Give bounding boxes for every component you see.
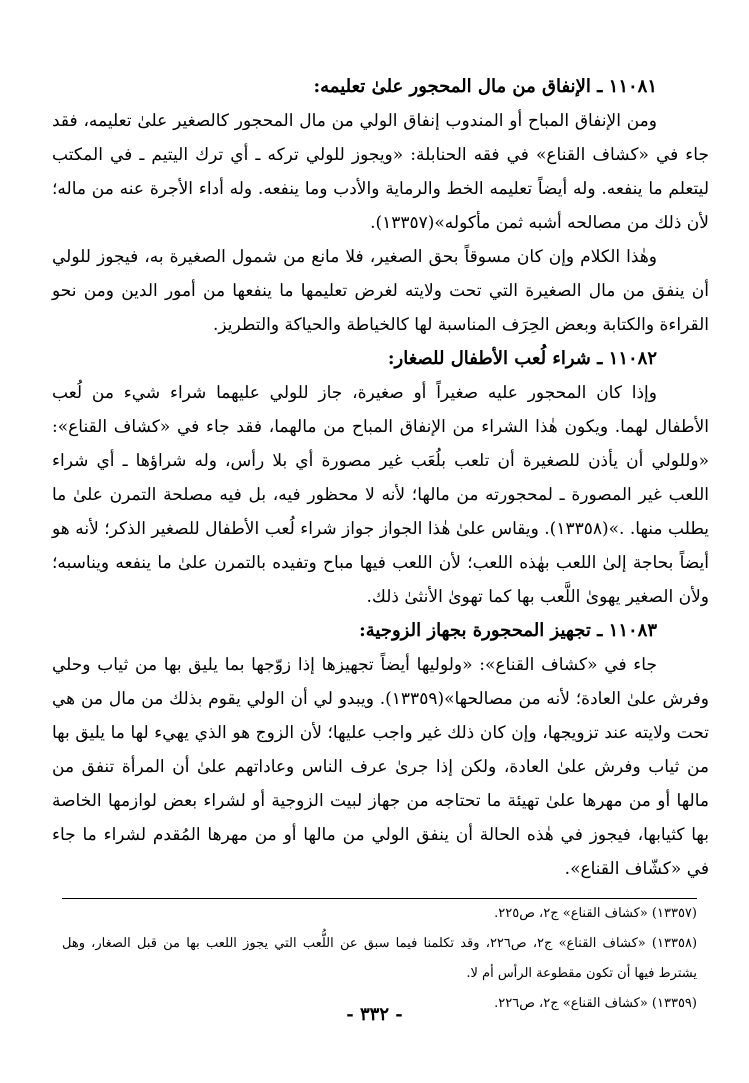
- section-heading-11081: ١١٠٨١ ـ الإنفاق من مال المحجور علىٰ تعليمه:: [313, 76, 657, 97]
- footnote-13358: (١٣٣٥٨) «كشاف القناع» ج٢، ص٢٢٦، وقد تكلمنا فيما سبق عن اللُّعب التي يجوز اللعب بها من قبل الصغار، وهل يشترط فيها أن تكون مقطوعة الرأس أم لا.: [62, 936, 698, 981]
- footnote-13359: (١٣٣٥٩) «كشاف القناع» ج٢، ص٢٢٦.: [494, 996, 697, 1011]
- section-heading-11082: ١١٠٨٢ ـ شراء لُعب الأطفال للصغار:: [387, 348, 657, 369]
- paragraph-11083-1: جاء في «كشاف القناع»: «ولوليها أيضاً تجهيزها إذا زوّجها بما يليق بها من ثياب وحلي وفرش علىٰ العادة؛ لأنه من مصالحها»(١٣٣٥٩). ويبدو لي أن الولي يقوم بذلك من مال من هي تحت ولايته عند تزويجها، وإن كان ذلك غير واجب عليها؛ لأن الزوج هو الذي يهيء لها ما يليق بها من ثياب وفرش علىٰ العادة، ولكن إذا جرىٰ عرف الناس وعاداتهم علىٰ أن المرأة تنفق من مالها أو من مهرها علىٰ تهيئة ما تحتاجه من جهاز لبيت الزوجية أو لشراء بعض لوازمها الخاصة بها كثيابها، فيجوز في هٰذه الحالة أن ينفق الولي من مالها أو من مهرها المُقدم لشراء ما جاء في «كشّاف القناع».: [52, 655, 709, 879]
- section-heading-11083: ١١٠٨٣ ـ تجهيز المحجورة بجهاز الزوجية:: [359, 620, 657, 641]
- page-number: - ٣٣٢ -: [346, 1004, 403, 1025]
- paragraph-11082-1: وإذا كان المحجور عليه صغيراً أو صغيرة، جاز للولي عليهما شراء شيء من لُعب الأطفال لهما. ويكون هٰذا الشراء من الإنفاق المباح من مالهما، فقد جاء في «كشاف القناع»: «وللولي أن يأذن للصغيرة أن تلعب بلُعَب غير مصورة أي بلا رأس، وله شراؤها ـ أي شراء اللعب غير المصورة ـ لمحجورته من مالها؛ لأنه لا محظور فيه، بل فيه مصلحة التمرن علىٰ ما يطلب منها. .»(١٣٣٥٨). ويقاس علىٰ هٰذا الجواز جواز شراء لُعب الأطفال للصغير الذكر؛ لأنه هو أيضاً بحاجة إلىٰ اللعب بهٰذه اللعب؛ لأن اللعب فيها مباح وتفيده بالتمرن علىٰ ما ينفعه ويناسبه؛ ولأن الصغير يهوىٰ اللَّعب بها كما تهوىٰ الأنثىٰ ذلك.: [52, 383, 710, 607]
- page-body: [52, 70, 709, 886]
- paragraph-11081-1: ومن الإنفاق المباح أو المندوب إنفاق الولي من مال المحجور كالصغير علىٰ تعليمه، فقد جاء في «كشاف القناع» في فقه الحنابلة: «ويجوز للولي تركه ـ أي ترك اليتيم ـ في المكتب ليتعلم ما ينفعه. وله أيضاً تعليمه الخط والرماية والأدب وما ينفعه. وله أداء الأجرة عنه من ماله؛ لأن ذلك من مصالحه أشبه ثمن مأكوله»(١٣٣٥٧).: [52, 111, 709, 233]
- footnote-13357: (١٣٣٥٧) «كشاف القناع» ج٢، ص٢٢٥.: [494, 906, 697, 921]
- footnotes: [62, 898, 697, 1019]
- paragraph-11081-2: وهٰذا الكلام وإن كان مسوقاً بحق الصغير، فلا مانع من شمول الصغيرة به، فيجوز للولي أن ينفق من مال الصغيرة التي تحت ولايته لغرض تعليمها ما ينفعها من أمور الدين ومن نحو القراءة والكتابة وبعض الحِرَف المناسبة لها كالخياطة والحياكة والتطريز.: [52, 247, 709, 335]
